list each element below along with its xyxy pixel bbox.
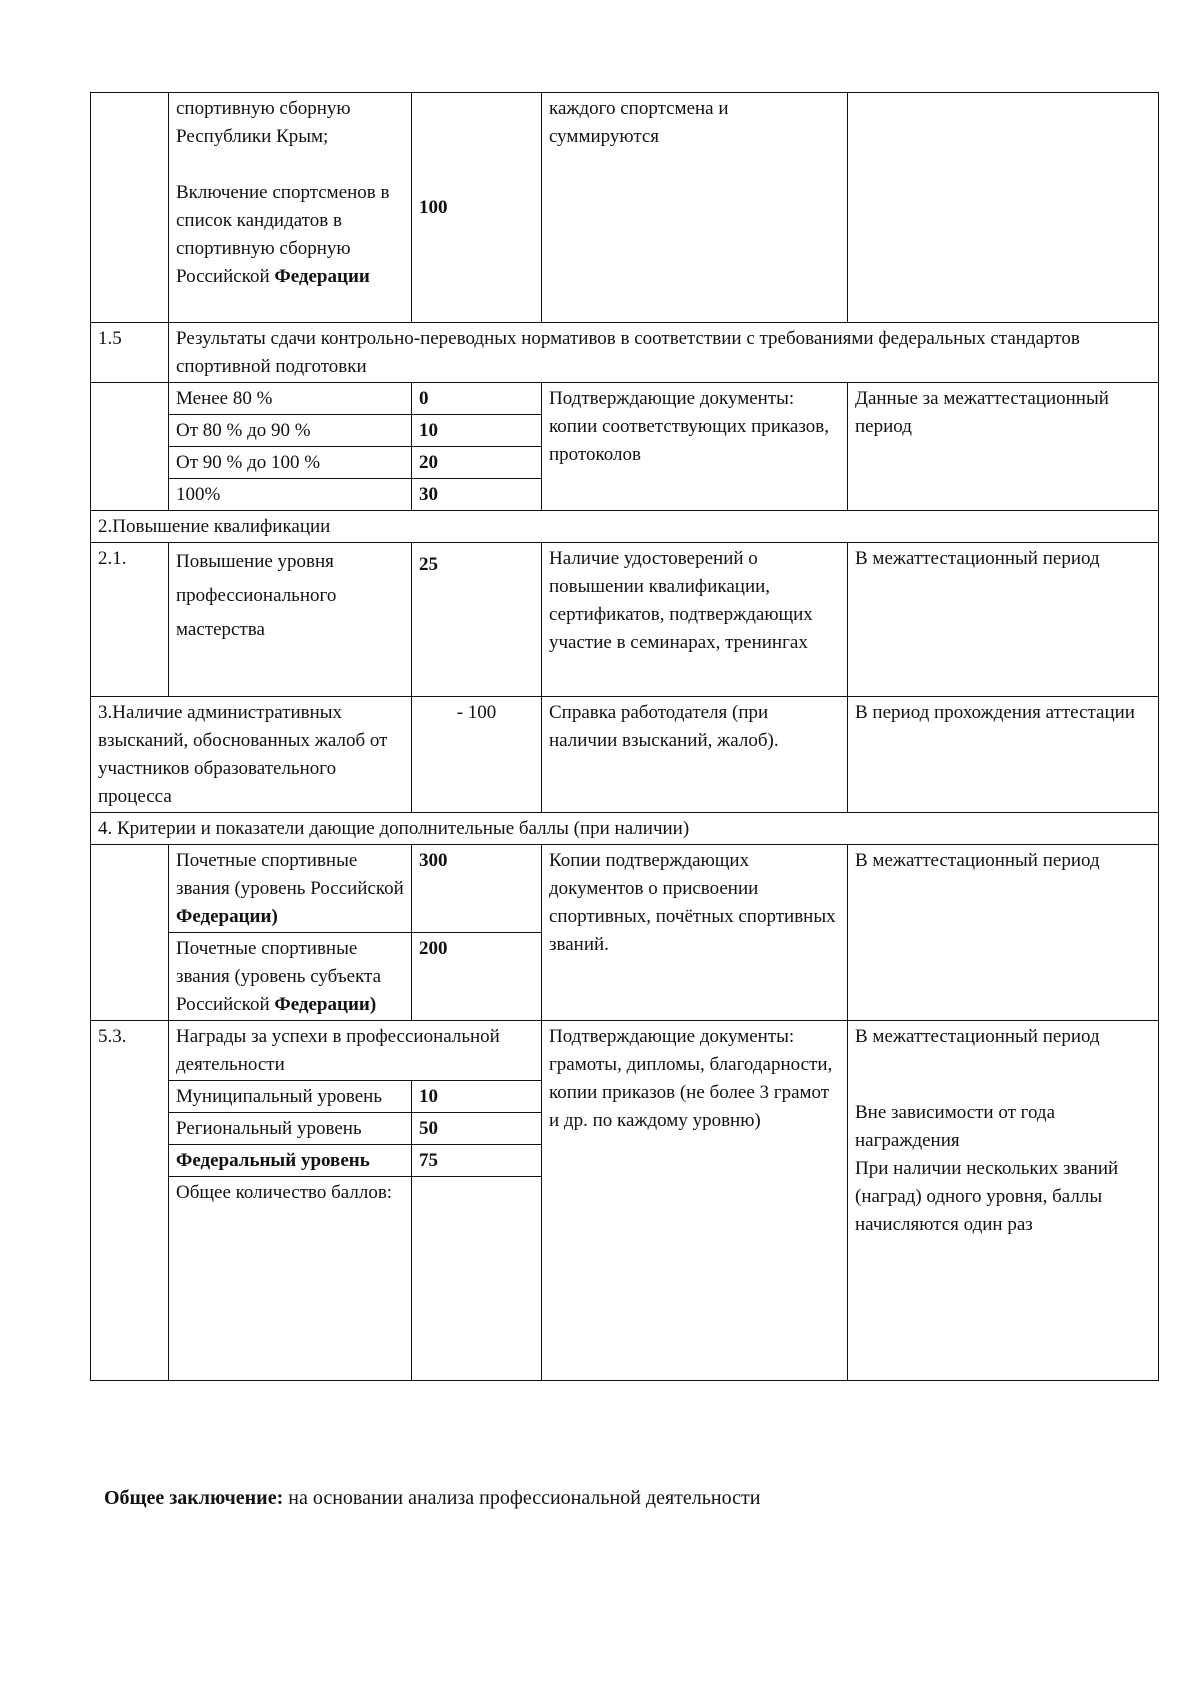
award-points: 10 xyxy=(412,1081,542,1113)
award-level: Региональный уровень xyxy=(169,1113,412,1145)
period-text: В межаттестационный период xyxy=(855,1026,1100,1047)
criterion-cell xyxy=(169,933,412,1021)
criterion-cell xyxy=(169,845,412,933)
table-row xyxy=(91,93,1159,323)
period-text: Данные за межаттестационный период xyxy=(848,383,1159,511)
criterion-text: Почетные спортивные звания (уровень субъекта Российской xyxy=(176,938,382,1015)
grade-points: 30 xyxy=(412,479,542,511)
document-text: Подтверждающие документы: грамоты, дипломы, благодарности, копии приказов (не более 3 грамот и др. по каждому уровню) xyxy=(542,1021,848,1381)
criterion-text-bold: Федерации) xyxy=(176,906,278,927)
grade-label: От 80 % до 90 % xyxy=(169,415,412,447)
section-row xyxy=(91,511,1159,543)
section-row xyxy=(91,1021,1159,1081)
section-title: 2.Повышение квалификации xyxy=(91,511,1159,543)
points-value: 100 xyxy=(419,197,448,218)
row-number-cell xyxy=(91,93,169,323)
section-row xyxy=(91,323,1159,383)
document-text: Подтверждающие документы: копии соответствующих приказов, протоколов xyxy=(542,383,848,511)
award-level: Муниципальный уровень xyxy=(169,1081,412,1113)
award-level: Федеральный уровень xyxy=(169,1145,412,1177)
section-title: Награды за успехи в профессиональной деятельности xyxy=(169,1021,542,1081)
criterion-text: Почетные спортивные звания (уровень Российской xyxy=(176,850,404,899)
points-value: - 100 xyxy=(412,697,542,813)
section-row xyxy=(91,813,1159,845)
row-number: 2.1. xyxy=(91,543,169,697)
conclusion-text: на основании анализа профессиональной деятельности xyxy=(288,1487,761,1509)
criterion-cell xyxy=(169,93,412,323)
table-row xyxy=(91,697,1159,813)
table-row xyxy=(91,543,1159,697)
criteria-table xyxy=(90,92,1159,1381)
period-note: При наличии нескольких званий (наград) одного уровня, баллы начисляются один раз xyxy=(855,1158,1119,1235)
section-number: 1.5 xyxy=(91,323,169,383)
criterion-text: Повышение уровня профессионального мастерства xyxy=(169,543,412,697)
period-text: В период прохождения аттестации xyxy=(848,697,1159,813)
period-cell xyxy=(848,93,1159,323)
criterion-text-bold: Федерации xyxy=(274,266,370,287)
criterion-text: спортивную сборную Республики Крым; xyxy=(176,98,351,147)
award-points: 50 xyxy=(412,1113,542,1145)
grade-points: 10 xyxy=(412,415,542,447)
criterion-text-bold: Федерации) xyxy=(274,994,377,1015)
document-text: Копии подтверждающих документов о присвоении спортивных, почётных спортивных званий. xyxy=(542,845,848,1021)
grade-points: 20 xyxy=(412,447,542,479)
grade-label: От 90 % до 100 % xyxy=(169,447,412,479)
criterion-text: Включение спортсменов в список кандидатов в спортивную сборную Российской xyxy=(176,182,390,287)
general-conclusion xyxy=(104,1484,760,1512)
grade-label: 100% xyxy=(169,479,412,511)
points-cell xyxy=(412,93,542,323)
grade-label: Менее 80 % xyxy=(169,383,412,415)
period-text: Вне зависимости от года награждения xyxy=(855,1102,1056,1151)
points-value: 300 xyxy=(412,845,542,933)
row-number: 5.3. xyxy=(91,1021,169,1381)
total-points xyxy=(412,1177,542,1381)
section-title: 4. Критерии и показатели дающие дополнительные баллы (при наличии) xyxy=(91,813,1159,845)
conclusion-label: Общее заключение: xyxy=(104,1487,284,1509)
document-text: Наличие удостоверений о повышении квалификации, сертификатов, подтверждающих участие в семинарах, тренингах xyxy=(542,543,848,697)
award-points: 75 xyxy=(412,1145,542,1177)
period-text: В межаттестационный период xyxy=(848,543,1159,697)
section-title: Результаты сдачи контрольно-переводных нормативов в соответствии с требованиями федеральных стандартов спортивной подготовки xyxy=(169,323,1159,383)
points-value: 200 xyxy=(412,933,542,1021)
criterion-text: 3.Наличие административных взысканий, обоснованных жалоб от участников образовательного процесса xyxy=(91,697,412,813)
grade-points: 0 xyxy=(412,383,542,415)
table-row xyxy=(91,383,1159,415)
period-cell xyxy=(848,1021,1159,1381)
document-text: Справка работодателя (при наличии взысканий, жалоб). xyxy=(542,697,848,813)
document-cell xyxy=(542,93,848,323)
total-label: Общее количество баллов: xyxy=(169,1177,412,1381)
points-value: 25 xyxy=(412,543,542,697)
table-row xyxy=(91,845,1159,933)
period-text: В межаттестационный период xyxy=(848,845,1159,1021)
document-text: каждого спортсмена и суммируются xyxy=(549,98,729,147)
